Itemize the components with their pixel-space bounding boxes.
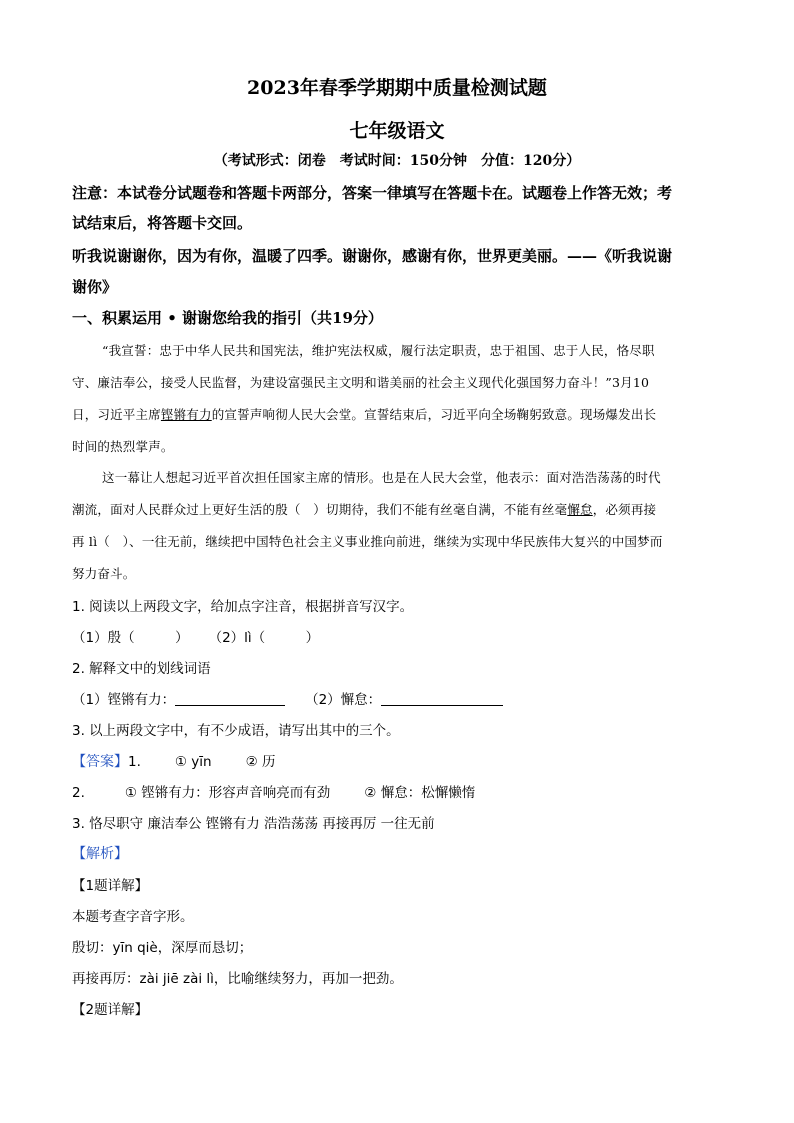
underlined-term: 铿锵有力	[160, 407, 212, 422]
passage-line: 时间的热烈掌声。	[72, 439, 174, 454]
answer-label: 【答案】	[72, 754, 128, 770]
epigraph-line-1: 听我说谢谢你，因为有你，温暖了四季。谢谢你，感谢有你，世界更美丽。——《听我说谢	[72, 247, 673, 265]
notice-line-2: 试结束后，将答题卡交回。	[72, 214, 253, 232]
answer-number: 2.	[72, 785, 85, 801]
page-title: 2023年春季学期期中质量检测试题	[247, 77, 547, 99]
answer-item: ① 铿锵有力：形容声音响亮而有劲	[124, 785, 331, 801]
passage-text: 日，习近平主席	[72, 407, 161, 422]
answer-item: ① yīn	[174, 754, 212, 770]
question-1-items	[72, 626, 722, 646]
question-2: 2. 解释文中的划线词语	[72, 661, 211, 677]
passage-line: 守、廉洁奉公，接受人民监督，为建设富强民主文明和谐美丽的社会主义现代化强国努力奋斗！”3月10	[72, 375, 650, 390]
passage-line: 再 lì（ ）、一往无前，继续把中国特色社会主义事业推向前进，继续为实现中华民族伟大复兴的中国梦而	[72, 534, 663, 549]
answer-number: 1.	[128, 754, 141, 770]
answer-item: ② 历	[245, 754, 276, 770]
passage-line	[72, 500, 722, 518]
passage-text: 潮流，面对人民群众过上更好生活的殷（ ）切期待，我们不能有丝毫自满，不能有丝毫	[72, 502, 568, 517]
detail-heading-1: 【1题详解】	[72, 878, 149, 894]
answer-line-3: 3. 恪尽职守 廉洁奉公 铿锵有力 浩浩荡荡 再接再厉 一往无前	[72, 816, 435, 832]
analysis-label: 【解析】	[72, 846, 128, 862]
passage-line: “我宣誓：忠于中华人民共和国宪法，维护宪法权威，履行法定职责，忠于祖国、忠于人民，恪尽职	[102, 343, 655, 358]
question-1: 1. 阅读以上两段文字，给加点字注音，根据拼音写汉字。	[72, 599, 414, 615]
answer-blank[interactable]	[381, 691, 503, 706]
detail-text: 本题考查字音字形。	[72, 909, 194, 925]
detail-text: 殷切：yīn qiè，深厚而恳切；	[72, 940, 253, 956]
page-subtitle: 七年级语文	[349, 120, 445, 142]
question-1-b: （2）lì（ ）	[208, 630, 320, 646]
exam-info: （考试形式：闭卷 考试时间：150分钟 分值：120分）	[213, 153, 581, 169]
detail-heading-2: 【2题详解】	[72, 1002, 149, 1018]
detail-text: 再接再厉：zài jiē zài lì，比喻继续努力，再加一把劲。	[72, 971, 403, 987]
answer-blank[interactable]	[175, 691, 285, 706]
passage-text: 的宣誓声响彻人民大会堂。宣誓结束后，习近平向全场鞠躬致意。现场爆发出长	[211, 407, 657, 422]
epigraph-line-2: 谢你》	[72, 278, 118, 296]
notice-line-1: 注意：本试卷分试题卷和答题卡两部分，答案一律填写在答题卡在。试题卷上作答无效；考	[72, 184, 673, 202]
underlined-term: 懈怠	[567, 502, 593, 517]
passage-line: 努力奋斗。	[72, 566, 136, 581]
passage-line: 这一幕让人想起习近平首次担任国家主席的情形。也是在人民大会堂，他表示：面对浩浩荡荡的时代	[102, 470, 661, 485]
question-3: 3. 以上两段文字中，有不少成语，请写出其中的三个。	[72, 723, 400, 739]
passage-text: ，必须再接	[592, 502, 657, 517]
question-2-b: （2）懈怠：	[305, 692, 382, 708]
answer-item: ② 懈怠：松懈懒惰	[364, 785, 476, 801]
section-heading: 一、积累运用 • 谢谢您给我的指引（共19分）	[72, 309, 383, 327]
question-2-a: （1）铿锵有力：	[72, 692, 176, 708]
answer-line-1	[72, 750, 722, 771]
question-1-a: （1）殷（ ）	[72, 630, 189, 646]
passage-line	[72, 405, 722, 423]
question-2-items	[72, 688, 722, 708]
answer-line-2	[72, 781, 722, 801]
